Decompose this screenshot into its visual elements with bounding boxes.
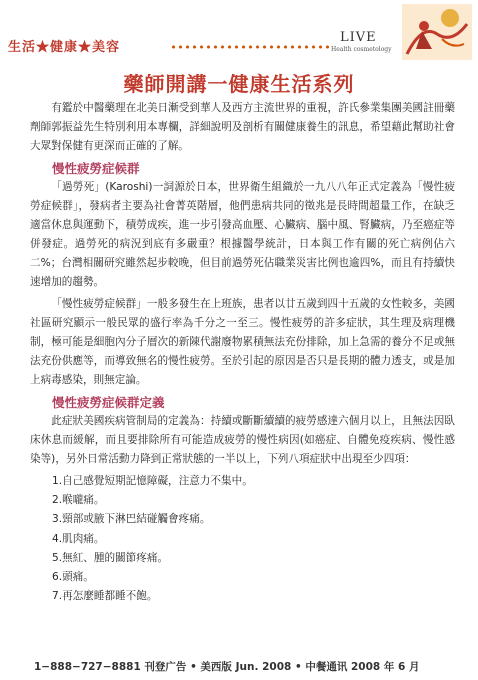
live-subtitle: Health cosmetology — [331, 46, 392, 53]
brand-tagline: 生活★健康★美容 — [8, 40, 121, 55]
symptom-list — [30, 472, 455, 606]
list-item: 2.喉嚨痛。 — [52, 494, 105, 507]
list-item: 1.自己感覺短期記憶障礙，注意力不集中。 — [52, 475, 253, 487]
list-item: 7.再怎麼睡都睡不飽。 — [52, 590, 158, 603]
list-item: 3.頸部或腋下淋巴結碰觸會疼痛。 — [52, 513, 211, 526]
body-paragraph: 「過勞死」(Karoshi)一詞源於日本，世界衛生組織於一九八八年正式定義為「慢性疲勞症候群」，發病者主要為社會菁英階層，他們患病共同的徵兆是長時間超量工作，在缺乏適當休息與運動下，積勞成疾，進一步引發高血壓、心臟病、腦中風、腎臟病，乃至癌症等併發症。過勞死的病況到底有多嚴重？根據醫學統計，日本與工作有關的死亡病例佔六二%；台灣相關研究雖然起步較晚，但目前過勞死佔職業災害比例也逾四%，而且有持續快速增加的趨勢。 — [30, 181, 455, 288]
list-item: 6.頭痛。 — [52, 571, 94, 584]
list-item: 5.無紅、腫的關節疼痛。 — [52, 551, 169, 564]
article-body — [30, 99, 455, 606]
section-heading: 慢性疲勞症候群定義 — [52, 395, 165, 410]
page-title: 藥師開講一健康生活系列 — [123, 72, 355, 96]
decorative-figure-art — [402, 4, 472, 60]
page-footer: 1−888−727−8881 刊登广告 • 美西版 Jun. 2008 • 中餐通讯 2008 年 6 月 — [34, 661, 420, 673]
section-heading: 慢性疲勞症候群 — [52, 161, 140, 176]
page-header — [0, 0, 478, 62]
live-logo: LIVE — [340, 30, 377, 45]
list-item: 4.肌肉痛。 — [52, 532, 105, 545]
body-paragraph: 「慢性疲勞症候群」一般多發生在上班族，患者以廿五歲到四十五歲的女性較多，美國社區研究顯示一般民眾的盛行率為千分之一至三。慢性疲勞的許多症狀，其生理及病理機制，極可能是細胞內分子層次的新陳代謝廢物累積無法充份排除，加上急需的養分不足或無法充份供應等，而導致無名的慢性疲勞。至於引起的原因是否只是長期的體力透支，或是加上病毒感染，則無定論。 — [30, 298, 455, 386]
intro-paragraph: 有鑑於中醫藥理在北美日漸受到華人及西方主流世界的重視，許氏參業集團美國註冊藥劑師郭振益先生特別利用本專欄，詳細說明及剖析有關健康養生的訊息，希望藉此幫助社會大眾對保健有更深而正確的了解。 — [30, 102, 455, 152]
body-paragraph: 此症狀美國疾病管制局的定義為：持續或斷斷續續的疲勞感達六個月以上，且無法因臥床休息而緩解，而且要排除所有可能造成疲勞的慢性病因(如癌症、自體免疫疾病、慢性感染等)，另外日常活動力降到正常狀態的一半以上，下列八項症狀中出現至少四項： — [30, 415, 455, 465]
dotted-divider — [170, 45, 330, 49]
